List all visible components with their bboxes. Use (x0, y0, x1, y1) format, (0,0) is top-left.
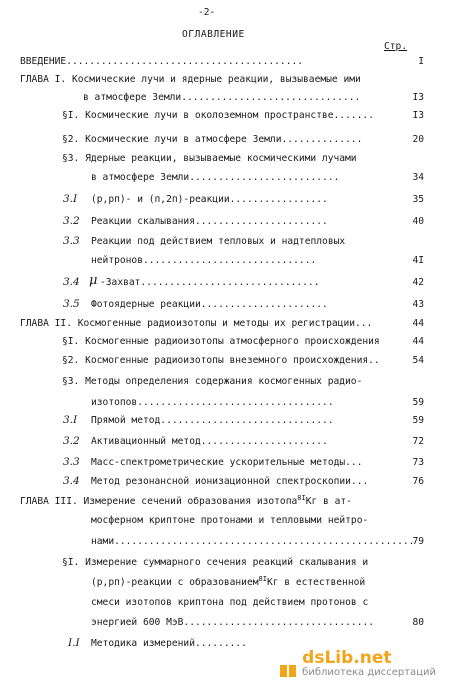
toc-entry: (р,рп)- и (п,2п)-реакции................. (91, 194, 328, 205)
toc-number: 3.5 (63, 298, 80, 310)
toc-page: 20 (412, 134, 424, 145)
toc-entry-part: Кг в ат- (305, 496, 352, 507)
toc-entry: Реакции под действием тепловых и надтепловых (91, 236, 346, 247)
toc-entry: §I. Космогенные радиоизотопы атмосферного происхождения (62, 336, 380, 347)
toc-page: 44 (412, 336, 424, 347)
toc-entry: ГЛАВА I. Космические лучи и ядерные реакции, вызываемые ими (20, 74, 361, 85)
toc-entry: нейтронов.............................. (91, 255, 317, 266)
toc-entry: §I. Космические лучи в околоземном пространстве....... (62, 110, 374, 121)
toc-page: 76 (412, 476, 424, 487)
toc-page: 79 (412, 536, 424, 547)
toc-entry: Метод резонансной ионизационной спектроскопии... (91, 476, 369, 487)
isotope-mass: 8I (297, 494, 306, 502)
toc-entry: §2. Космогенные радиоизотопы внеземного происхождения.. (62, 355, 380, 366)
toc-entry (20, 496, 352, 508)
toc-number: I.I (68, 637, 80, 649)
toc-number: 3.2 (63, 215, 80, 227)
toc-entry: Методика измерений......... (91, 638, 247, 649)
toc-entry-part: Кг в естественной (266, 577, 366, 588)
toc-entry-part: (р,рп)-реакции с образованием (91, 577, 259, 588)
toc-entry: Активационный метод...................... (91, 436, 328, 447)
toc-page: 73 (412, 457, 424, 468)
toc-page: 44 (412, 318, 424, 329)
toc-entry: §2. Космические лучи в атмосфере Земли.............. (62, 134, 363, 145)
toc-entry: ГЛАВА II. Космогенные радиоизотопы и методы их регистрации... (20, 318, 373, 329)
toc-entry: энергией 600 МэВ................................. (91, 617, 375, 628)
toc-number: 3.2 (63, 435, 80, 447)
toc-page: I3 (412, 92, 424, 103)
page-number: -2- (198, 7, 216, 18)
toc-entry: в атмосфере Земли.......................... (91, 172, 340, 183)
toc-entry: §3. Ядерные реакции, вызываемые космическими лучами (62, 153, 357, 164)
toc-page: 54 (412, 355, 424, 366)
toc-page: 72 (412, 436, 424, 447)
book-icon (279, 662, 297, 680)
watermark-subtitle: библиотека диссертаций (302, 667, 436, 678)
toc-page: 34 (412, 172, 424, 183)
mu-symbol: μ (89, 273, 98, 288)
toc-entry: мосферном криптоне протонами и тепловыми нейтро- (91, 515, 369, 526)
toc-page: 59 (412, 397, 424, 408)
toc-entry: §I. Измерение суммарного сечения реакций скалывания и (62, 557, 369, 568)
toc-entry: §3. Методы определения содержания космогенных радио- (62, 376, 363, 387)
toc-entry (91, 577, 365, 589)
toc-entry: изотопов.................................. (91, 397, 334, 408)
toc-entry: Прямой метод.............................. (91, 415, 334, 426)
isotope-mass: 8I (258, 575, 267, 583)
toc-title: ОГЛАВЛЕНИЕ (182, 29, 245, 40)
toc-entry: Реакции скалывания....................... (91, 216, 328, 227)
toc-number: 3.3 (63, 456, 80, 468)
toc-page: 80 (412, 617, 424, 628)
toc-entry-part: ГЛАВА III. Измерение сечений образования изотопа (20, 496, 298, 507)
toc-entry: ВВЕДЕНИЕ......................................... (20, 56, 304, 67)
toc-entry: нами.................................................... (91, 536, 415, 547)
toc-entry: Масс-спектрометрические ускорительные методы... (91, 457, 363, 468)
toc-page: 42 (412, 277, 424, 288)
toc-page: 4I (412, 255, 424, 266)
toc-number: 3.I (63, 414, 78, 426)
toc-number: 3.4 (63, 475, 80, 487)
toc-entry: -Захват............................... (100, 277, 320, 288)
watermark (279, 649, 436, 680)
toc-entry: в атмосфере Земли............................... (83, 92, 361, 103)
toc-page: I3 (412, 110, 424, 121)
toc-page: 59 (412, 415, 424, 426)
toc-page: 43 (412, 299, 424, 310)
toc-page: 35 (412, 194, 424, 205)
toc-entry: Фотоядерные реакции...................... (91, 299, 328, 310)
toc-page: I (418, 56, 424, 67)
toc-number: 3.3 (63, 235, 80, 247)
toc-number: 3.4 (63, 276, 80, 288)
page-column-header: Стр. (384, 41, 408, 52)
toc-page: 40 (412, 216, 424, 227)
toc-number: 3.I (63, 193, 78, 205)
toc-entry: смеси изотопов криптона под действием протонов с (91, 597, 369, 608)
watermark-logo: dsLib.net (302, 648, 392, 668)
